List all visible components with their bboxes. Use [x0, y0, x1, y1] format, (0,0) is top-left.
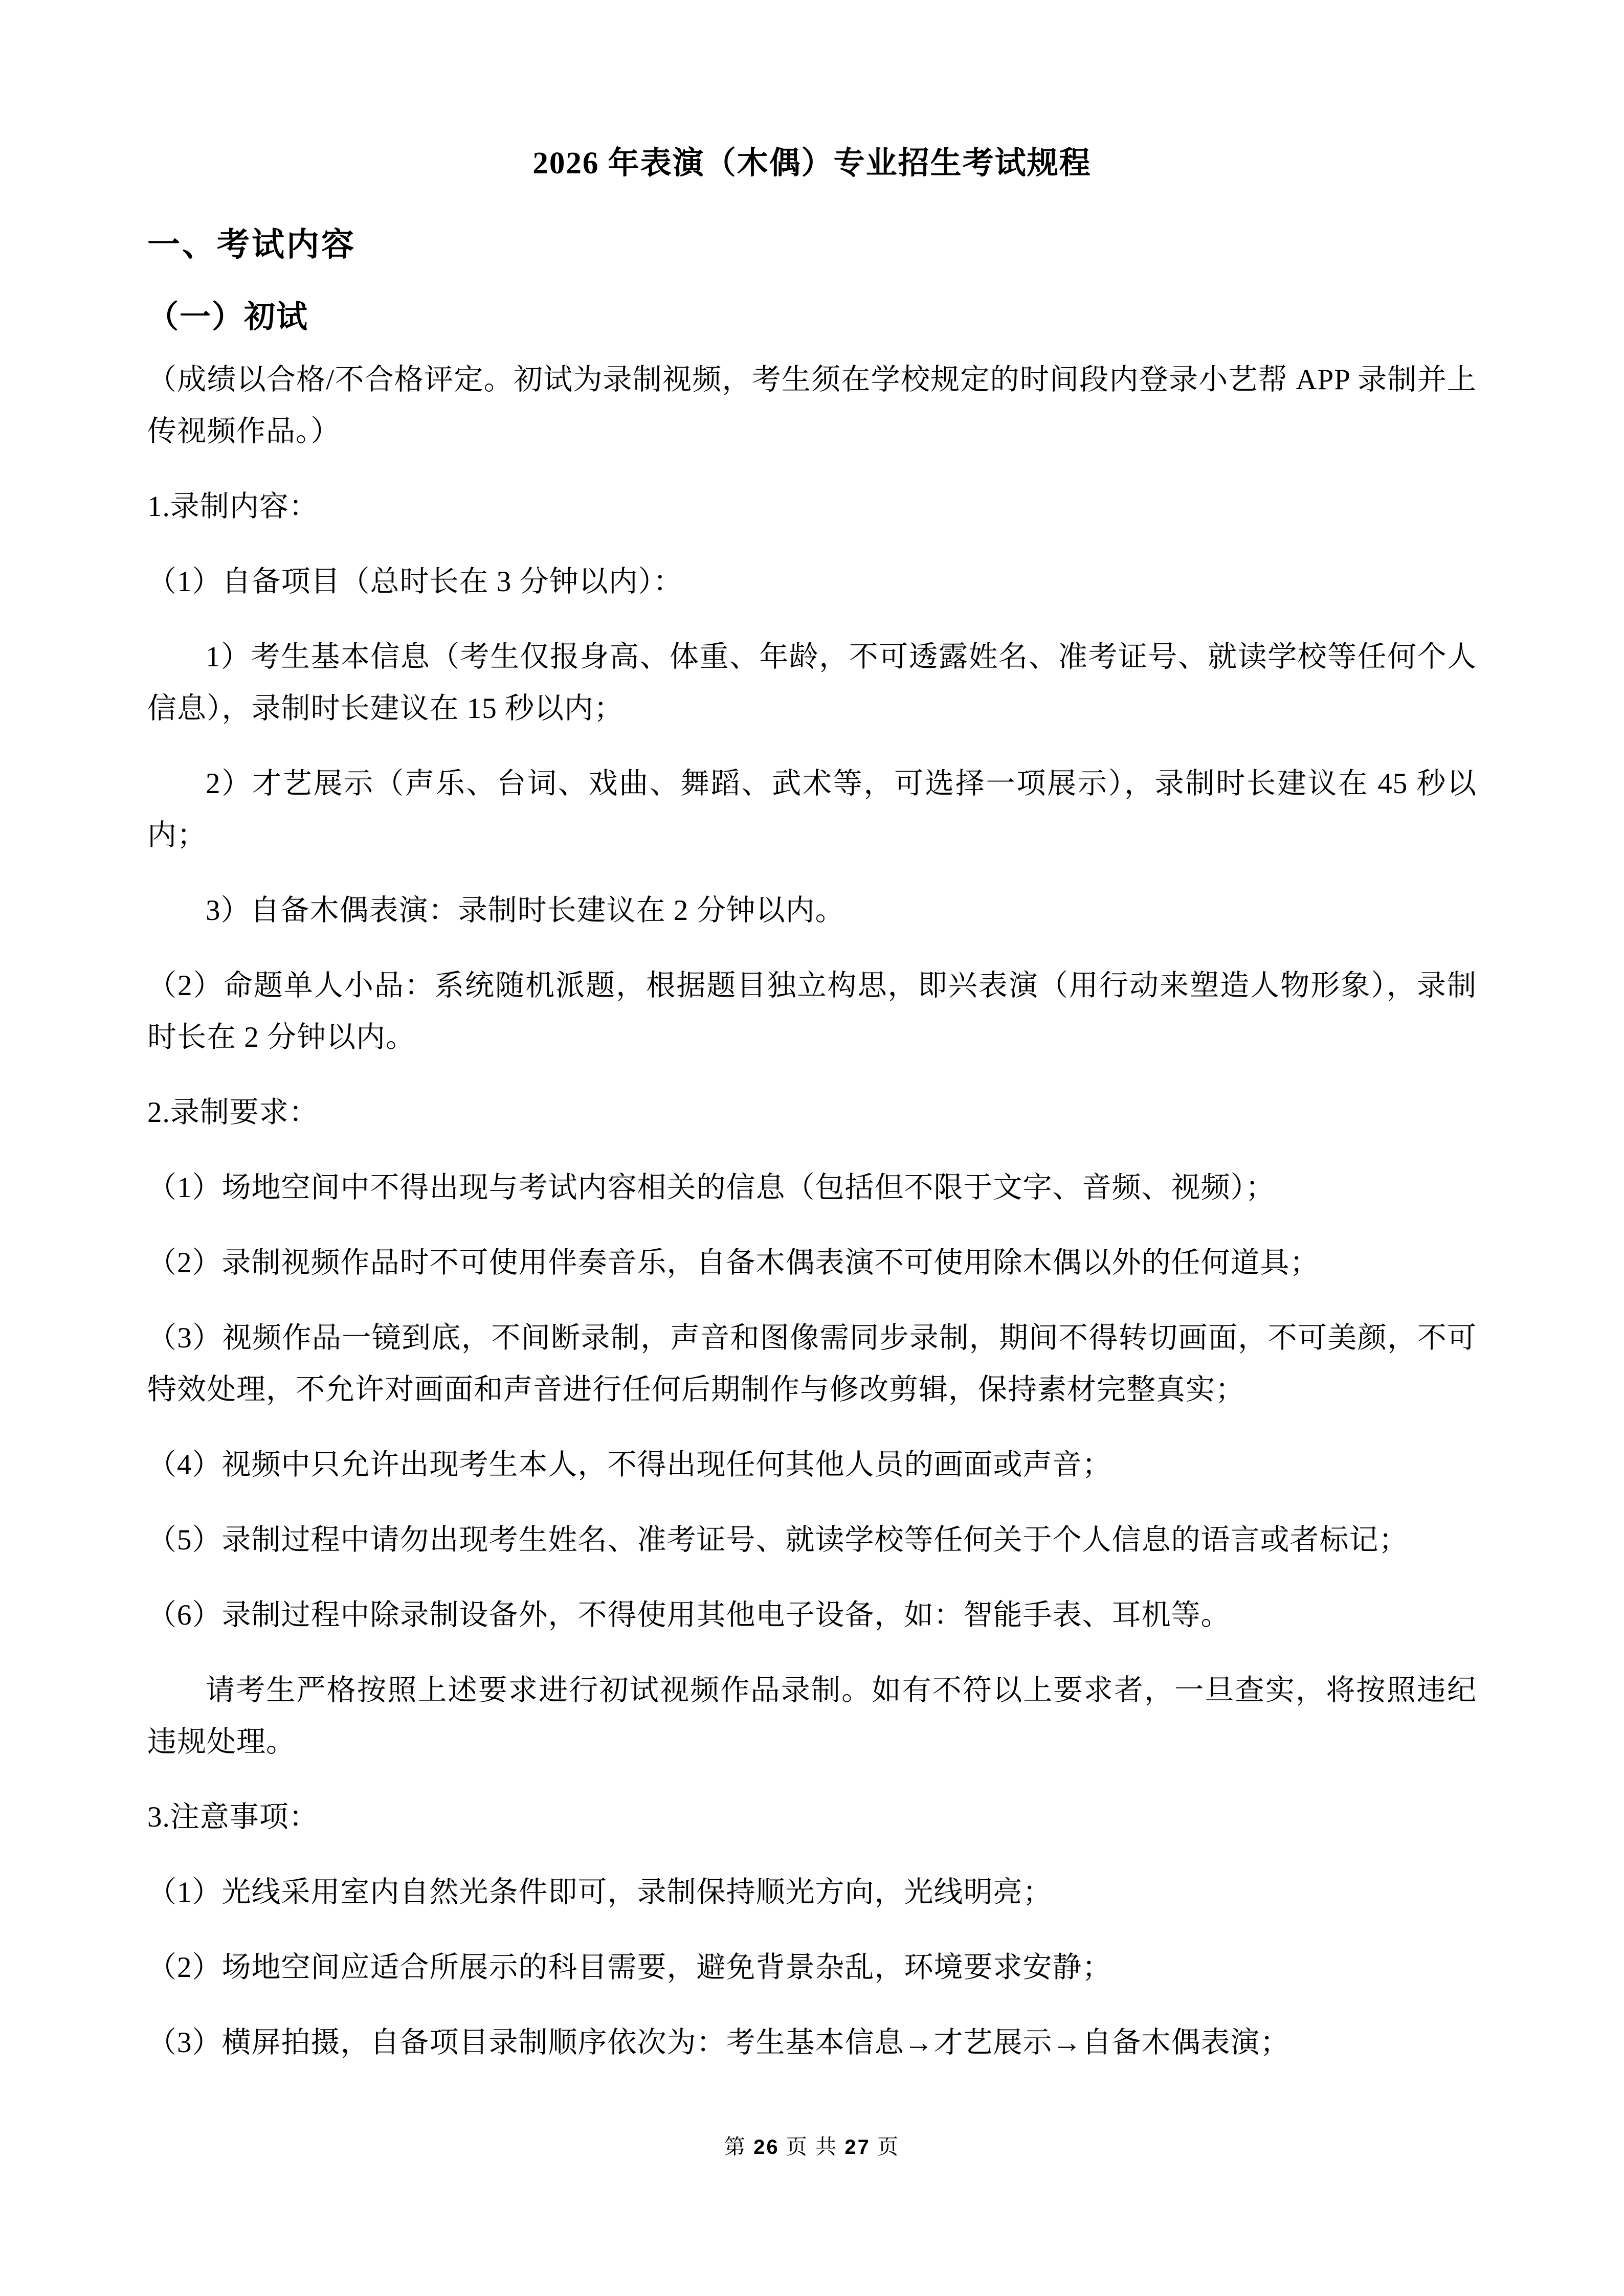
footer-text-prefix: 第 [724, 2135, 754, 2158]
requirement-4-only-candidate: （4）视频中只允许出现考生本人，不得出现任何其他人员的画面或声音； [147, 1449, 1112, 1481]
footer-text-suffix: 页 [870, 2135, 900, 2158]
current-page-number: 26 [753, 2136, 780, 2158]
item-improvised-solo-sketch: （2）命题单人小品：系统随机派题，根据题目独立构思，即兴表演（用行动来塑造人物形象），录制时长在 2 分钟以内。 [147, 970, 1477, 1053]
total-page-number: 27 [844, 2136, 871, 2158]
subitem-candidate-basic-info: 1）考生基本信息（考生仅报身高、体重、年龄，不可透露姓名、准考证号、就读学校等任何个人信息），录制时长建议在 15 秒以内； [147, 641, 1477, 725]
note-1-lighting: （1）光线采用室内自然光条件即可，录制保持顺光方向，光线明亮； [147, 1876, 1053, 1908]
subitem-talent-show: 2）才艺展示（声乐、台词、戏曲、舞蹈、武术等，可选择一项展示），录制时长建议在 45 秒以内； [147, 768, 1477, 851]
compliance-warning-paragraph: 请考生严格按照上述要求进行初试视频作品录制。如有不符以上要求者，一旦查实，将按照违纪违规处理。 [147, 1674, 1477, 1758]
section-heading-exam-content: 一、考试内容 [147, 226, 356, 263]
subitem-puppet-performance: 3）自备木偶表演：录制时长建议在 2 分钟以内。 [206, 894, 845, 927]
footer-text-middle: 页 共 [779, 2135, 845, 2158]
subsection-heading-first-round: （一）初试 [147, 299, 309, 334]
item-self-prepared-program: （1）自备项目（总时长在 3 分钟以内）： [147, 566, 683, 598]
page-footer [0, 2130, 1624, 2160]
page-title: 2026 年表演（木偶）专业招生考试规程 [532, 146, 1092, 181]
recording-requirements-label: 2.录制要求： [147, 1096, 319, 1129]
requirement-5-no-personal-info: （5）录制过程中请勿出现考生姓名、准考证号、就读学校等任何关于个人信息的语言或者标记； [147, 1524, 1409, 1556]
note-2-venue: （2）场地空间应适合所展示的科目需要，避免背景杂乱，环境要求安静； [147, 1951, 1112, 1984]
notes-label: 3.注意事项： [147, 1801, 319, 1833]
requirement-1-venue-info: （1）场地空间中不得出现与考试内容相关的信息（包括但不限于文字、音频、视频）； [147, 1172, 1275, 1204]
intro-note-paragraph: （成绩以合格/不合格评定。初试为录制视频，考生须在学校规定的时间段内登录小艺帮 APP 录制并上传视频作品。） [147, 364, 1477, 447]
requirement-2-no-accompaniment: （2）录制视频作品时不可使用伴奏音乐，自备木偶表演不可使用除木偶以外的任何道具； [147, 1247, 1320, 1279]
recording-content-label: 1.录制内容： [147, 490, 319, 523]
requirement-3-single-take: （3）视频作品一镜到底，不间断录制，声音和图像需同步录制，期间不得转切画面，不可美颜，不可特效处理，不允许对画面和声音进行任何后期制作与修改剪辑，保持素材完整真实； [147, 1322, 1477, 1406]
requirement-6-no-electronics: （6）录制过程中除录制设备外，不得使用其他电子设备，如：智能手表、耳机等。 [147, 1599, 1231, 1631]
note-3-landscape-order: （3）横屏拍摄，自备项目录制顺序依次为：考生基本信息→才艺展示→自备木偶表演； [147, 2027, 1290, 2059]
